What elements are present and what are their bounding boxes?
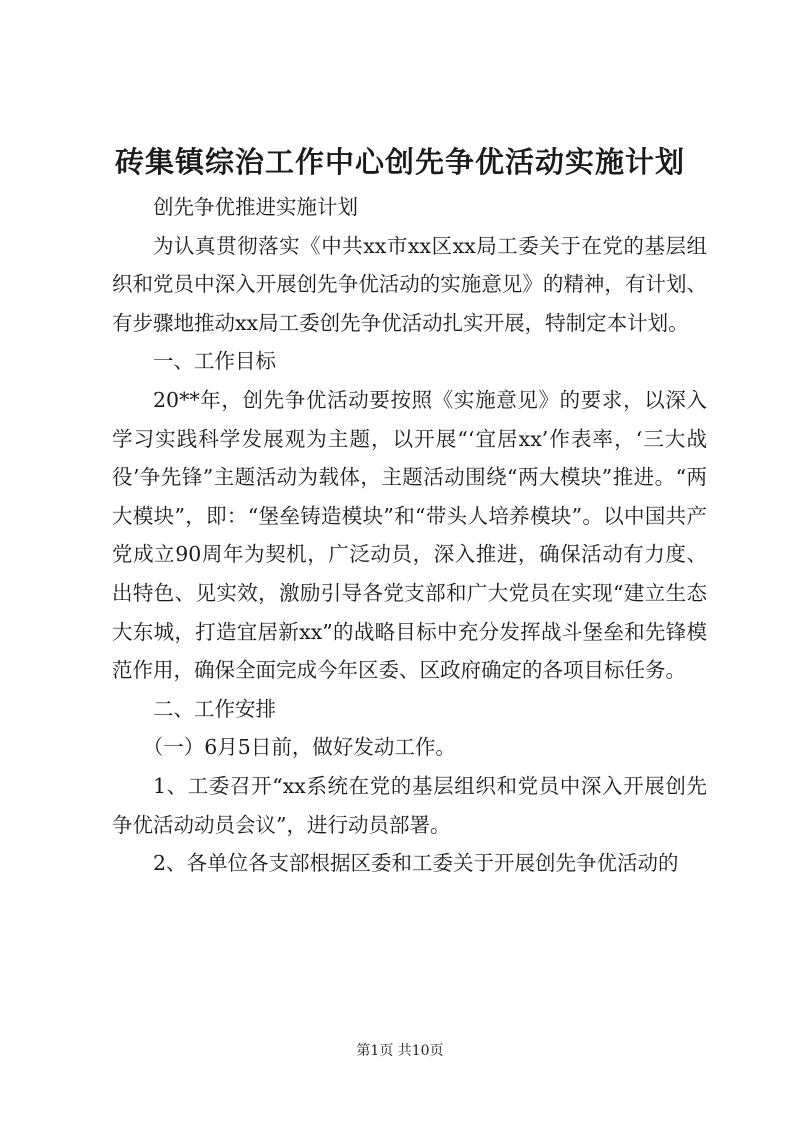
paragraph-item-1: 1、工委召开“xx系统在党的基层组织和党员中深入开展创先争优活动动员会议”，进行动员部署。 [112, 773, 707, 837]
paragraph-goals: 20**年，创先争优活动要按照《实施意见》的要求，以深入学习实践科学发展观为主题，以开展“‘宜居xx’作表率，‘三大战役’争先锋”主题活动为载体，主题活动围绕“两大模块”推进。“两大模块”，即：“堡垒铸造模块”和“带头人培养模块”。以中国共产党成立90周年为契机，广泛动员，深入推进，确保活动有力度、出特色、见实效，激励引导各党支部和广大党员在实现“建立生态大东城，打造宜居新xx”的战略目标中充分发挥战斗堡垒和先锋模范作用，确保全面完成今年区委、区政府确定的各项目标任务。 [112, 387, 707, 683]
paragraph-intro: 为认真贯彻落实《中共xx市xx区xx局工委关于在党的基层组织和党员中深入开展创先争优活动的实施意见》的精神，有计划、有步骤地推动xx局工委创先争优活动扎实开展，特制定本计划。 [112, 233, 707, 335]
document-title: 砖集镇综治工作中心创先争优活动实施计划 [114, 145, 685, 179]
page-footer: 第1页 共10页 [356, 1043, 444, 1059]
section-heading-arrangement: 二、工作安排 [153, 696, 276, 721]
subsection-heading-mobilize: （一）6月5日前，做好发动工作。 [142, 735, 456, 760]
section-heading-goals: 一、工作目标 [153, 349, 276, 374]
paragraph-item-2: 2、各单位各支部根据区委和工委关于开展创先争优活动的 [153, 851, 679, 876]
document-body [112, 188, 707, 883]
subtitle: 创先争优推进实施计划 [153, 195, 358, 219]
